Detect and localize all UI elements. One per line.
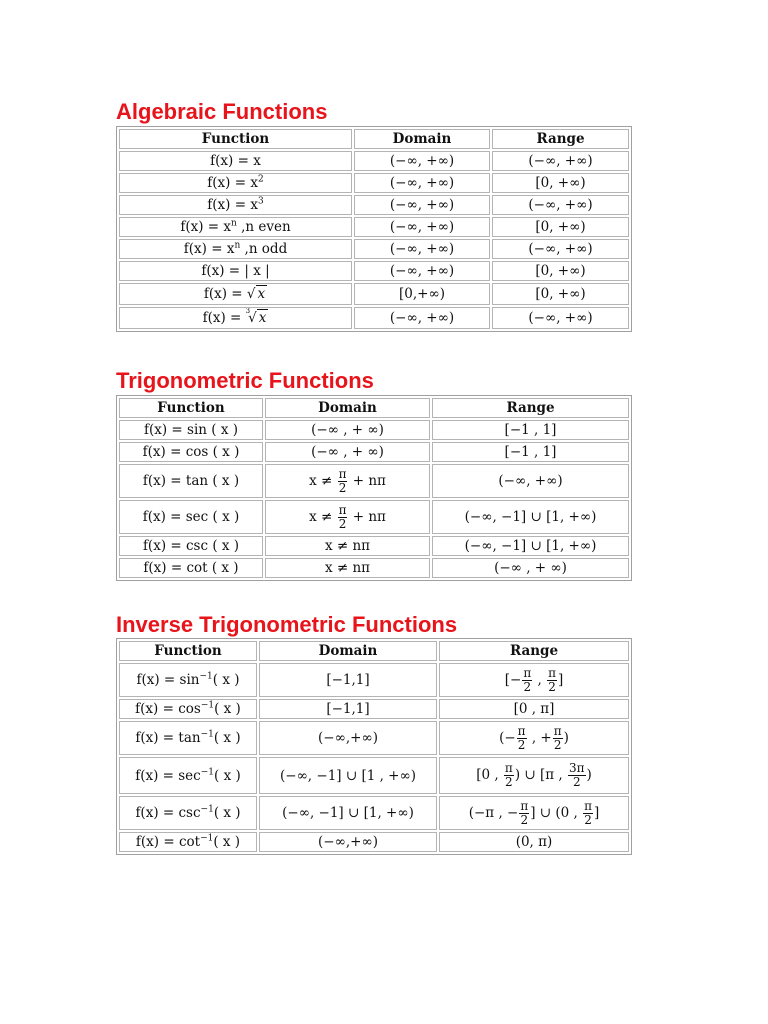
range-cell: (−∞, +∞) — [492, 151, 629, 171]
function-cell: f(x) = $^3$√ x — [119, 307, 352, 329]
range-cell: [−1 , 1] — [432, 442, 629, 462]
trig-section-title: Trigonometric Functions — [116, 368, 374, 393]
range-cell: [0, +∞) — [492, 217, 629, 237]
function-cell: $f(x) = \tan^{-1}$( x ) — [119, 721, 257, 755]
function-cell: f(x) = | x | — [119, 261, 352, 281]
domain-cell: x ≠ nπ — [265, 558, 430, 578]
range-cell: [0, +∞) — [492, 173, 629, 193]
domain-cell: (−∞, +∞) — [354, 173, 490, 193]
function-cell: f(x) = tan ( x ) — [119, 464, 263, 498]
domain-cell: (−∞, +∞) — [354, 195, 490, 215]
domain-cell: [0,+∞) — [354, 283, 490, 305]
table-row — [119, 151, 629, 171]
range-cell: (−∞ , + ∞) — [432, 558, 629, 578]
table-row — [119, 307, 629, 329]
table-header-row — [119, 398, 629, 418]
table-row — [119, 195, 629, 215]
function-cell: $f(x) = \sin^{-1}$( x ) — [119, 663, 257, 697]
header-function: Function — [119, 398, 263, 418]
header-range: Range — [439, 641, 629, 661]
function-cell: $f(x) = x^n$ ,n even — [119, 217, 352, 237]
table-row — [119, 663, 629, 697]
table-row — [119, 699, 629, 719]
header-domain: Domain — [259, 641, 437, 661]
trig-functions-table — [116, 395, 632, 581]
function-cell: $f(x) = x^3$ — [119, 195, 352, 215]
domain-cell: (−∞, +∞) — [354, 239, 490, 259]
header-function: Function — [119, 129, 352, 149]
function-cell: f(x) = sin ( x ) — [119, 420, 263, 440]
domain-cell: (−∞,+∞) — [259, 832, 437, 852]
function-cell: $f(x) = x^n$ ,n odd — [119, 239, 352, 259]
range-cell: (−∞, +∞) — [492, 195, 629, 215]
function-cell: f(x) = √ x — [119, 283, 352, 305]
domain-cell: (−∞ , + ∞) — [265, 442, 430, 462]
table-row — [119, 239, 629, 259]
table-row — [119, 283, 629, 305]
table-row — [119, 173, 629, 193]
function-cell: $f(x) = \csc^{-1}$( x ) — [119, 796, 257, 830]
domain-cell: (−∞, +∞) — [354, 261, 490, 281]
header-function: Function — [119, 641, 257, 661]
domain-cell: (−∞, −1] ∪ [1 , +∞) — [259, 757, 437, 794]
domain-cell: (−∞ , + ∞) — [265, 420, 430, 440]
table-row — [119, 832, 629, 852]
range-cell: (0, π) — [439, 832, 629, 852]
function-cell: $f(x) = x^2$ — [119, 173, 352, 193]
algebraic-functions-table — [116, 126, 632, 332]
range-cell: (−∞, +∞) — [432, 464, 629, 498]
table-row — [119, 558, 629, 578]
range-cell: [0, +∞) — [492, 283, 629, 305]
table-row — [119, 757, 629, 794]
header-range: Range — [432, 398, 629, 418]
range-cell: [− $\frac{\pi}{2}$ , $\frac{\pi}{2}$ ] — [439, 663, 629, 697]
inverse-trig-functions-table — [116, 638, 632, 855]
range-cell: [0, +∞) — [492, 261, 629, 281]
range-cell: [0 , $\frac{\pi}{2}$ ) ∪ [π , $\frac{3\pi}{2}$ ) — [439, 757, 629, 794]
function-cell: f(x) = sec ( x ) — [119, 500, 263, 534]
table-row — [119, 464, 629, 498]
table-row — [119, 420, 629, 440]
range-cell: (− $\frac{\pi}{2}$ , + $\frac{\pi}{2}$ ) — [439, 721, 629, 755]
function-cell: $f(x) = \cos^{-1}$( x ) — [119, 699, 257, 719]
range-cell: (−∞, +∞) — [492, 307, 629, 329]
table-row — [119, 536, 629, 556]
range-cell: (−∞, +∞) — [492, 239, 629, 259]
table-row — [119, 721, 629, 755]
function-cell: f(x) = cot ( x ) — [119, 558, 263, 578]
domain-cell: (−∞, +∞) — [354, 217, 490, 237]
header-domain: Domain — [265, 398, 430, 418]
header-domain: Domain — [354, 129, 490, 149]
domain-cell: [−1,1] — [259, 699, 437, 719]
domain-cell: (−∞, +∞) — [354, 151, 490, 171]
domain-cell: (−∞, +∞) — [354, 307, 490, 329]
header-range: Range — [492, 129, 629, 149]
range-cell: (−π , − $\frac{\pi}{2}$ ] ∪ (0 , $\frac{\pi}{2}$ ] — [439, 796, 629, 830]
table-row — [119, 796, 629, 830]
domain-cell: (−∞,+∞) — [259, 721, 437, 755]
algebraic-section-title: Algebraic Functions — [116, 99, 328, 124]
domain-cell: (−∞, −1] ∪ [1, +∞) — [259, 796, 437, 830]
function-cell: f(x) = cos ( x ) — [119, 442, 263, 462]
domain-cell: x ≠ $\frac{\pi}{2}$ + nπ — [265, 500, 430, 534]
function-cell: f(x) = x — [119, 151, 352, 171]
function-cell: f(x) = csc ( x ) — [119, 536, 263, 556]
range-cell: (−∞, −1] ∪ [1, +∞) — [432, 500, 629, 534]
table-header-row — [119, 641, 629, 661]
table-row — [119, 442, 629, 462]
function-cell: $f(x) = \sec^{-1}$( x ) — [119, 757, 257, 794]
domain-cell: x ≠ nπ — [265, 536, 430, 556]
table-header-row — [119, 129, 629, 149]
range-cell: [0 , π] — [439, 699, 629, 719]
domain-cell: x ≠ $\frac{\pi}{2}$ + nπ — [265, 464, 430, 498]
range-cell: (−∞, −1] ∪ [1, +∞) — [432, 536, 629, 556]
domain-cell: [−1,1] — [259, 663, 437, 697]
range-cell: [−1 , 1] — [432, 420, 629, 440]
table-row — [119, 500, 629, 534]
function-cell: $f(x) = \cot^{-1}$( x ) — [119, 832, 257, 852]
inverse-trig-section-title: Inverse Trigonometric Functions — [116, 612, 458, 637]
table-row — [119, 261, 629, 281]
table-row — [119, 217, 629, 237]
